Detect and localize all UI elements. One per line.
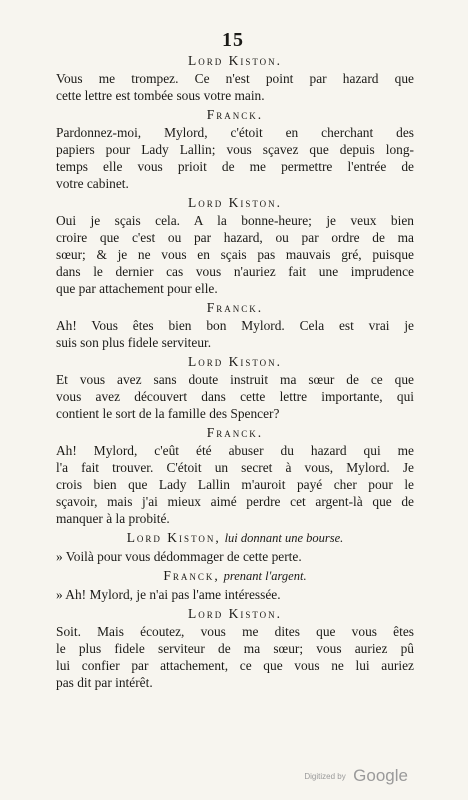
dialogue-block (56, 529, 414, 565)
speaker-heading (56, 194, 414, 211)
speaker-name: Lord Kiston. (187, 195, 283, 210)
text-line: temps elle vous prioit de me permettre l'entrée de (56, 159, 414, 174)
speaker-name: Lord Kiston, (126, 530, 221, 545)
dialogue-block (56, 605, 414, 691)
text-line: que par attachement pour elle. (56, 281, 218, 296)
speaker-name: Franck. (206, 107, 264, 122)
speaker-name: Lord Kiston. (187, 53, 283, 68)
text-line: » Voilà pour vous dédommager de cette perte. (56, 549, 302, 564)
dialogue-block (56, 299, 414, 351)
stage-direction: prenant l'argent. (223, 569, 307, 583)
speaker-heading (56, 567, 414, 585)
text-line: le plus fidele serviteur de ma sœur; vous auriez pû (56, 641, 414, 656)
speaker-heading (56, 424, 414, 441)
text-line: papiers pour Lady Lallin; vous sçavez que depuis long- (56, 142, 414, 157)
text-line: Ah! Vous êtes bien bon Mylord. Cela est vrai je (56, 318, 414, 333)
text-line: Ah! Mylord, c'eût été abuser du hazard qui me (56, 443, 414, 458)
speaker-name: Franck. (206, 425, 264, 440)
text-line: sçavoir, mais j'ai mieux aimé perdre cet argent-là que de (56, 494, 414, 509)
dialogue-block (56, 194, 414, 297)
text-line: l'a fait trouver. C'étoit un secret à vous, Mylord. Je (56, 460, 414, 475)
dialogue-body (56, 52, 414, 691)
text-line: suis son plus fidele serviteur. (56, 335, 212, 350)
google-brand-text: Google (353, 766, 408, 785)
speaker-heading (56, 353, 414, 370)
text-line: cette lettre est tombée sous votre main. (56, 88, 265, 103)
speaker-heading (56, 106, 414, 123)
dialogue-block (56, 52, 414, 104)
speaker-heading (56, 299, 414, 316)
text-line: manquer à la probité. (56, 511, 170, 526)
text-line: lui confier par attachement, ce que vous ne lui auriez (56, 658, 414, 673)
speaker-heading (56, 605, 414, 622)
dialogue-block (56, 567, 414, 603)
dialogue-block (56, 424, 414, 527)
speaker-name: Franck, (163, 568, 220, 583)
text-line: Oui je sçais cela. A la bonne-heure; je veux bien (56, 213, 414, 228)
text-line: vous avez découvert dans cette lettre importante, qui (56, 389, 414, 404)
speaker-heading (56, 529, 414, 547)
dialogue-block (56, 106, 414, 192)
text-line: sœur; & je ne vous en sçais pas mauvais gré, puisque (56, 247, 414, 262)
text-line: croire que c'est ou par hazard, ou par ordre de ma (56, 230, 414, 245)
text-line: pas dit par intérêt. (56, 675, 153, 690)
book-page (56, 30, 414, 691)
speaker-name: Lord Kiston. (187, 354, 283, 369)
speaker-heading (56, 52, 414, 69)
text-line: Vous me trompez. Ce n'est point par hazard que (56, 71, 414, 86)
text-line: crois bien que Lady Lallin m'auroit payé cher pour le (56, 477, 414, 492)
text-line: Pardonnez-moi, Mylord, c'étoit en cherchant des (56, 125, 414, 140)
digitized-by-text: Digitized by (304, 772, 346, 781)
text-line: votre cabinet. (56, 176, 129, 191)
dialogue-block (56, 353, 414, 422)
text-line: dans le dernier cas vous n'auriez fait une imprudence (56, 264, 414, 279)
speaker-name: Franck. (206, 300, 264, 315)
text-line: Et vous avez sans doute instruit ma sœur de ce que (56, 372, 414, 387)
text-line: » Ah! Mylord, je n'ai pas l'ame intéressée. (56, 587, 281, 602)
stage-direction: lui donnant une bourse. (224, 531, 344, 545)
page-number: 15 (222, 29, 244, 51)
speaker-name: Lord Kiston. (187, 606, 283, 621)
text-line: contient le sort de la famille des Spencer? (56, 406, 280, 421)
digitization-watermark (304, 766, 408, 786)
text-line: Soit. Mais écoutez, vous me dites que vous êtes (56, 624, 414, 639)
